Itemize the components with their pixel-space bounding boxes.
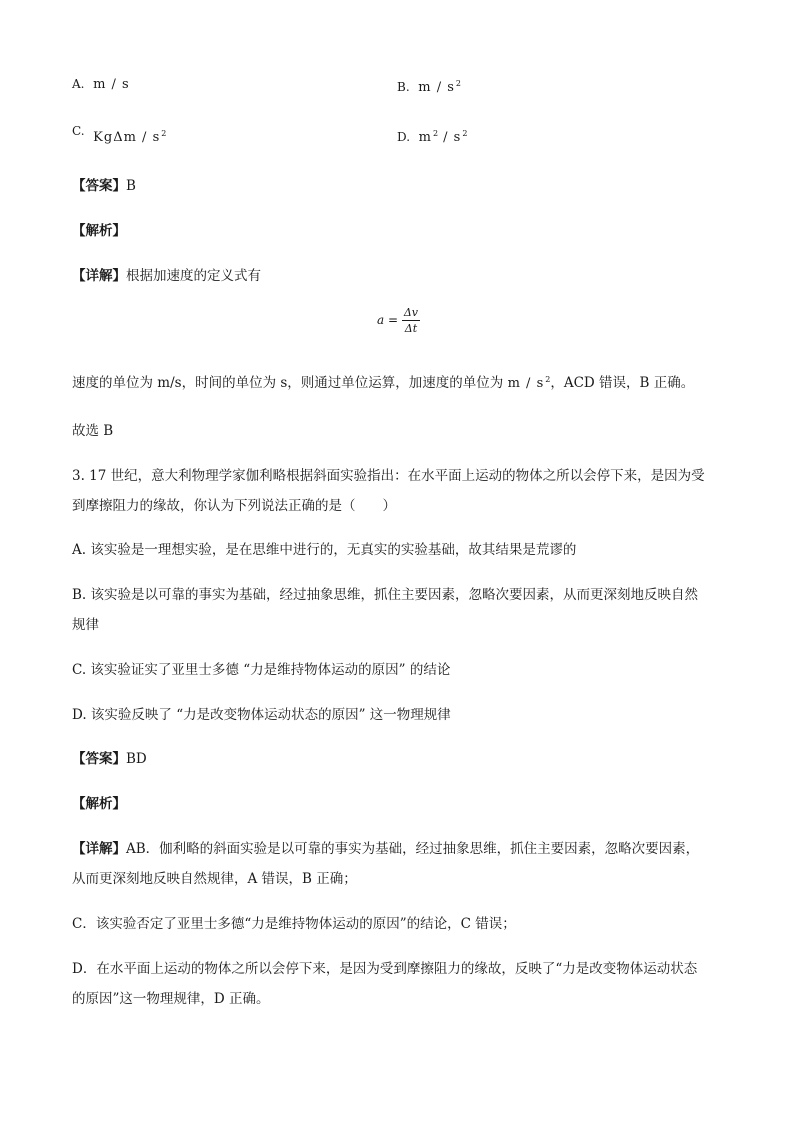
option-a-unit: m / s [93, 77, 130, 92]
detail-2-line2-a: 速度的单位为 m/s，时间的单位为 s，则通过单位运算，加速度的单位为 [72, 375, 508, 391]
detail-2-line2 [72, 370, 694, 394]
detail-3-label: 【详解】 [72, 841, 126, 857]
question-3-option-b-line1: B. 该实验是以可靠的事实为基础，经过抽象思维，抓住主要因素，忽略次要因素，从而更深刻地反映自然 [72, 587, 699, 603]
detail-2-conclusion: 故选 B [72, 423, 114, 439]
detail-3-line1-text: AB．伽利略的斜面实验是以可靠的事实为基础，经过抽象思维，抓住主要因素，忽略次要因素， [126, 841, 700, 857]
option-b-unit: m / s [418, 80, 455, 95]
answer-2-label: 【答案】 [72, 178, 126, 194]
option-b-letter: B. [397, 80, 410, 94]
question-3-line1: 3. 17 世纪，意大利物理学家伽利略根据斜面实验指出：在水平面上运动的物体之所以会停下来，是因为受 [72, 468, 705, 484]
option-d-unit-mid: / s [438, 130, 462, 145]
question-3-option-c: C. 该实验证实了亚里士多德 “力是维持物体运动的原因” 的结论 [72, 662, 451, 678]
answer-3-value: BD [126, 751, 147, 767]
analysis-2-heading [72, 221, 126, 241]
analysis-3-heading [72, 794, 126, 814]
option-c [72, 124, 166, 148]
option-d-exponent-2: 2 [462, 129, 468, 138]
question-3-option-a: A. 该实验是一理想实验，是在思维中进行的，无真实的实验基础，故其结果是荒谬的 [72, 542, 577, 558]
formula-fraction [402, 306, 420, 335]
answer-3 [72, 749, 147, 769]
analysis-2-label: 【解析】 [72, 223, 126, 239]
detail-3-line5: 的原因”这一物理规律，D 正确。 [72, 991, 270, 1007]
acceleration-formula [377, 306, 420, 335]
detail-2-unit: m / s [507, 376, 545, 391]
answer-2-value: B [126, 178, 136, 194]
question-3-line2: 到摩擦阻力的缘故，你认为下列说法正确的是（ ） [72, 498, 396, 514]
option-c-exponent: 2 [161, 129, 167, 138]
detail-3-line2: 从而更深刻地反映自然规律，A 错误，B 正确； [72, 871, 357, 887]
formula-denominator: Δt [404, 322, 418, 335]
option-a [72, 74, 130, 95]
detail-3-line1 [72, 839, 699, 859]
option-a-letter: A. [72, 77, 85, 91]
option-d [397, 124, 467, 148]
detail-3-line3: C．该实验否定了亚里士多德“力是维持物体运动的原因”的结论，C 错误； [72, 916, 516, 932]
option-d-letter: D. [397, 130, 411, 144]
option-c-letter: C. [72, 124, 85, 138]
question-3-option-b-line2: 规律 [72, 617, 99, 633]
detail-2-intro [72, 266, 261, 286]
answer-2 [72, 176, 136, 196]
detail-2-line2-b: ，ACD 错误，B 正确。 [550, 375, 695, 391]
option-d-unit-base: m [418, 130, 432, 145]
formula-lhs: a = [377, 313, 399, 327]
detail-2-unit-exponent: 2 [545, 375, 551, 384]
detail-2-text: 根据加速度的定义式有 [126, 268, 261, 284]
analysis-3-label: 【解析】 [72, 796, 126, 812]
answer-3-label: 【答案】 [72, 751, 126, 767]
formula-numerator: Δv [403, 306, 419, 319]
detail-3-line4: D．在水平面上运动的物体之所以会停下来，是因为受到摩擦阻力的缘故，反映了“力是改变物体运动状态 [72, 961, 698, 977]
question-3-option-d: D. 该实验反映了 “力是改变物体运动状态的原因” 这一物理规律 [72, 707, 451, 723]
detail-2-label: 【详解】 [72, 268, 126, 284]
option-b [397, 74, 461, 98]
option-d-exponent-1: 2 [432, 129, 439, 138]
option-b-exponent: 2 [455, 79, 461, 88]
option-c-unit: KgΔm / s [93, 130, 161, 145]
